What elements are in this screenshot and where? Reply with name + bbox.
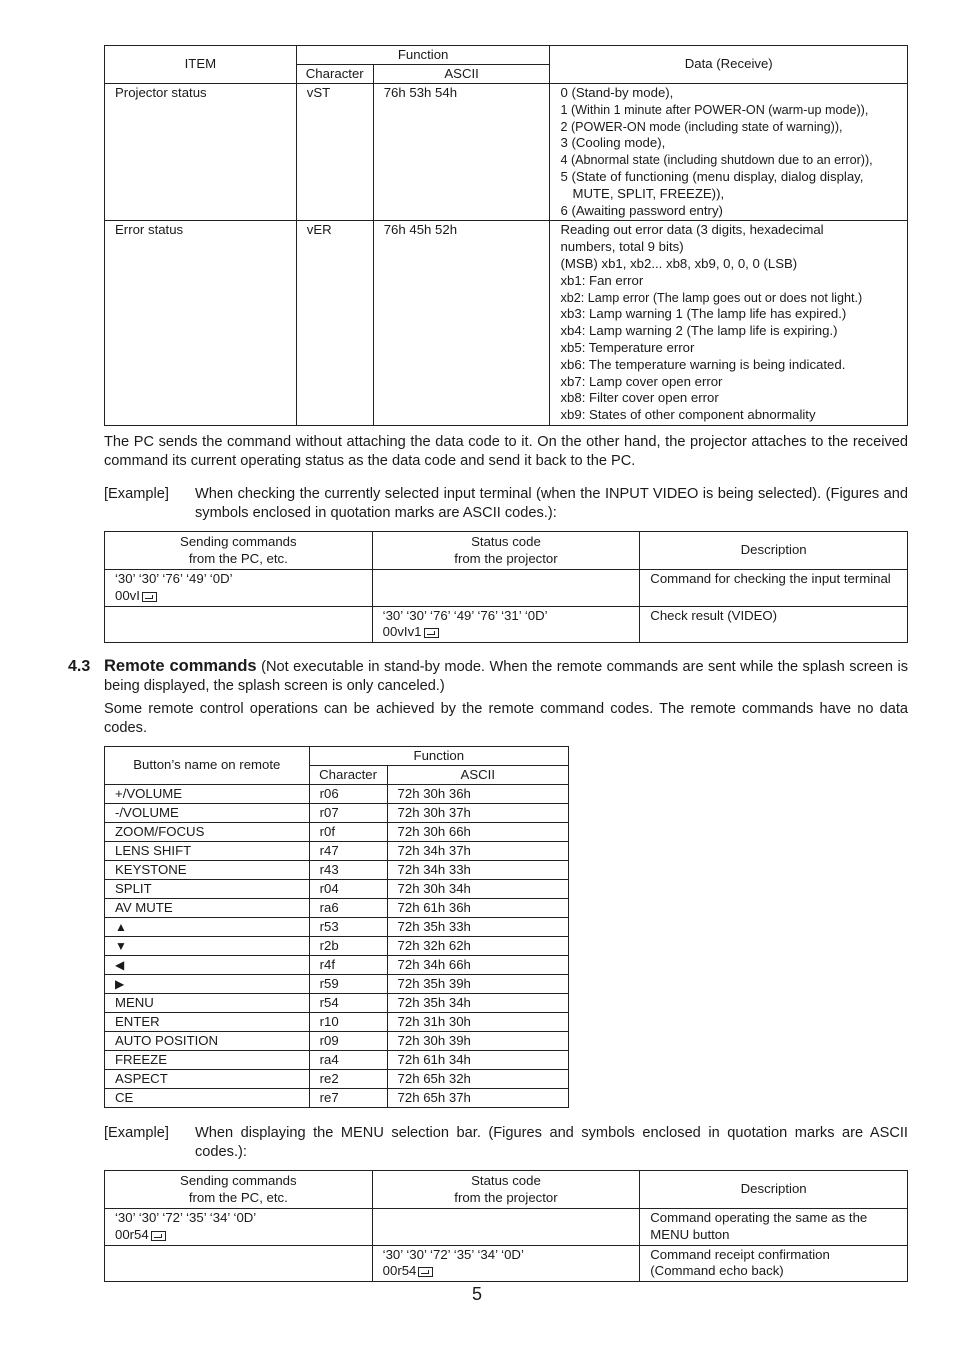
button-name-cell: AUTO POSITION xyxy=(105,1032,310,1051)
button-name-cell: ZOOM/FOCUS xyxy=(105,823,310,842)
button-name-cell: MENU xyxy=(105,994,310,1013)
header-line: from the PC, etc. xyxy=(188,550,288,566)
description-line: (Command echo back) xyxy=(650,1263,784,1279)
character-cell: r07 xyxy=(309,804,387,823)
ascii-cell: 72h 30h 34h xyxy=(387,880,568,899)
header-line: from the projector xyxy=(454,1189,558,1205)
table-row xyxy=(105,994,569,1013)
character-cell: r4f xyxy=(309,956,387,975)
command-text: 00r54 xyxy=(382,1263,417,1279)
header-function: Function xyxy=(296,46,550,65)
data-line: xb1: Fan error xyxy=(560,272,644,288)
ascii-cell: 72h 35h 33h xyxy=(387,918,568,937)
description-cell: Command for checking the input terminal xyxy=(640,570,908,607)
button-name-cell: LENS SHIFT xyxy=(105,842,310,861)
data-line: 4 (Abnormal state (including shutdown due to an error)), xyxy=(560,153,873,168)
status-cell xyxy=(372,570,640,607)
description-cell: Check result (VIDEO) xyxy=(640,606,908,643)
table-row xyxy=(105,570,908,607)
button-name-cell: ASPECT xyxy=(105,1070,310,1089)
ascii-cell: 72h 30h 36h xyxy=(387,785,568,804)
description-line: Command operating the same as the xyxy=(650,1210,868,1225)
command-text: 00r54 xyxy=(115,1226,149,1242)
header-line: Status code xyxy=(471,533,541,549)
data-line: xb6: The temperature warning is being indicated. xyxy=(560,356,846,372)
header-line: Status code xyxy=(471,1172,541,1188)
data-line: 3 (Cooling mode), xyxy=(560,135,666,151)
character-cell: r2b xyxy=(309,937,387,956)
description-cell xyxy=(640,1245,908,1282)
ascii-cell: 72h 61h 36h xyxy=(387,899,568,918)
ascii-cell: 72h 34h 33h xyxy=(387,861,568,880)
header-status-code xyxy=(372,532,640,570)
character-cell: r47 xyxy=(309,842,387,861)
status-cell xyxy=(372,606,640,643)
data-line: xb5: Temperature error xyxy=(560,339,695,355)
page-number: 5 xyxy=(471,1284,482,1304)
header-line: from the projector xyxy=(454,550,558,566)
header-button-name: Button’s name on remote xyxy=(105,747,310,785)
button-name-cell: -/VOLUME xyxy=(105,804,310,823)
character-cell: r43 xyxy=(309,861,387,880)
header-line: Sending commands xyxy=(180,1172,297,1188)
button-name-cell: CE xyxy=(105,1089,310,1108)
data-line: xb3: Lamp warning 1 (The lamp life has expired.) xyxy=(560,306,847,322)
table-row xyxy=(105,842,569,861)
ascii-cell: 76h 45h 52h xyxy=(373,221,550,426)
character-cell: r04 xyxy=(309,880,387,899)
character-cell: r09 xyxy=(309,1032,387,1051)
data-line: Reading out error data (3 digits, hexadecimal xyxy=(560,222,824,238)
header-line: Sending commands xyxy=(180,533,297,549)
character-cell: r06 xyxy=(309,785,387,804)
description-line: MENU button xyxy=(650,1226,730,1242)
table-row xyxy=(105,785,569,804)
status-cell xyxy=(372,1209,640,1246)
ascii-cell: 72h 65h 32h xyxy=(387,1070,568,1089)
data-line: 2 (POWER-ON mode (including state of warning)), xyxy=(560,119,843,134)
button-name-cell: ENTER xyxy=(105,1013,310,1032)
button-name-cell: ◀ xyxy=(105,956,310,975)
data-line: MUTE, SPLIT, FREEZE)), xyxy=(572,185,725,201)
ascii-cell: 72h 61h 34h xyxy=(387,1051,568,1070)
return-key-icon xyxy=(418,1267,433,1277)
ascii-cell: 72h 31h 30h xyxy=(387,1013,568,1032)
ascii-cell: 72h 34h 37h xyxy=(387,842,568,861)
status-cell xyxy=(372,1245,640,1282)
pc-command-paragraph: The PC sends the command without attaching the data code to it. On the other hand, the projector attaches to the received command its current operating status as the data code and send it back to the PC. xyxy=(104,434,908,469)
example-text: When checking the currently selected input terminal (when the INPUT VIDEO is being selected). (Figures and symbols enclosed in quotation marks are ASCII codes.): xyxy=(195,486,908,521)
data-line: (MSB) xb1, xb2... xb8, xb9, 0, 0, 0 (LSB) xyxy=(560,255,798,271)
header-function: Function xyxy=(309,747,568,766)
data-cell xyxy=(550,221,908,426)
button-name-cell: SPLIT xyxy=(105,880,310,899)
example-input-table xyxy=(104,531,908,643)
example-text: When displaying the MENU selection bar. (Figures and symbols enclosed in quotation marks are ASCII codes.): xyxy=(195,1125,908,1160)
return-key-icon xyxy=(424,628,439,638)
sending-command xyxy=(115,588,362,605)
table-row xyxy=(105,861,569,880)
section-note: (Not executable in stand-by mode. When the remote commands are sent while the splash screen is being displayed, the splash screen is only canceled.) xyxy=(104,659,908,694)
data-line: 6 (Awaiting password entry) xyxy=(560,202,723,218)
character-cell: r10 xyxy=(309,1013,387,1032)
sending-cell xyxy=(105,606,373,643)
table-row xyxy=(105,975,569,994)
button-name-cell: AV MUTE xyxy=(105,899,310,918)
section-heading xyxy=(104,657,908,696)
data-line: 1 (Within 1 minute after POWER-ON (warm-up mode)), xyxy=(560,102,869,117)
header-sending-commands xyxy=(105,1171,373,1209)
ascii-cell: 72h 34h 66h xyxy=(387,956,568,975)
table-row xyxy=(105,1070,569,1089)
ascii-cell: 76h 53h 54h xyxy=(373,84,550,221)
ascii-cell: 72h 35h 34h xyxy=(387,994,568,1013)
table-row xyxy=(105,804,569,823)
remote-commands-table xyxy=(104,746,569,1108)
character-cell: r53 xyxy=(309,918,387,937)
table-row xyxy=(105,84,908,221)
data-line: 5 (State of functioning (menu display, dialog display, xyxy=(560,168,864,184)
data-line: xb7: Lamp cover open error xyxy=(560,373,723,389)
header-character: Character xyxy=(309,766,387,785)
character-cell: vER xyxy=(296,221,373,426)
button-name-cell: FREEZE xyxy=(105,1051,310,1070)
command-text: 00vI xyxy=(115,587,140,603)
item-cell: Projector status xyxy=(105,84,297,221)
ascii-cell: 72h 35h 39h xyxy=(387,975,568,994)
table-row xyxy=(105,937,569,956)
data-line: xb2: Lamp error (The lamp goes out or does not light.) xyxy=(560,290,863,305)
table-row xyxy=(105,823,569,842)
character-cell: r54 xyxy=(309,994,387,1013)
header-description: Description xyxy=(640,532,908,570)
ascii-cell: 72h 30h 39h xyxy=(387,1032,568,1051)
character-cell: r0f xyxy=(309,823,387,842)
table-row xyxy=(105,880,569,899)
section-title: Remote commands xyxy=(104,657,257,675)
status-command xyxy=(383,1263,630,1280)
example-label: [Example] xyxy=(104,486,169,502)
sending-cell xyxy=(105,1245,373,1282)
button-name-cell: +/VOLUME xyxy=(105,785,310,804)
button-name-cell: KEYSTONE xyxy=(105,861,310,880)
return-key-icon xyxy=(151,1231,166,1241)
character-cell: ra4 xyxy=(309,1051,387,1070)
ascii-cell: 72h 30h 37h xyxy=(387,804,568,823)
header-data-receive: Data (Receive) xyxy=(550,46,908,84)
description-line: Command receipt confirmation xyxy=(650,1246,830,1262)
character-cell: re2 xyxy=(309,1070,387,1089)
sending-cell xyxy=(105,1209,373,1246)
description-cell xyxy=(640,1209,908,1246)
data-line: numbers, total 9 bits) xyxy=(560,239,684,255)
table-row xyxy=(105,1245,908,1282)
data-line: xb9: States of other component abnormality xyxy=(560,407,816,423)
section-number: 4.3 xyxy=(68,658,91,675)
ascii-cell: 72h 30h 66h xyxy=(387,823,568,842)
data-line: xb4: Lamp warning 2 (The lamp life is expiring.) xyxy=(560,323,838,339)
table-row xyxy=(105,1013,569,1032)
table-row xyxy=(105,221,908,426)
header-sending-commands xyxy=(105,532,373,570)
button-name-cell: ▼ xyxy=(105,937,310,956)
header-ascii: ASCII xyxy=(387,766,568,785)
status-codes: ‘30’ ‘30’ ‘76’ ‘49’ ‘76’ ‘31’ ‘0D’ xyxy=(382,607,548,623)
data-line: 0 (Stand-by mode), xyxy=(560,85,674,100)
ascii-cell: 72h 32h 62h xyxy=(387,937,568,956)
character-cell: vST xyxy=(296,84,373,221)
table-row xyxy=(105,606,908,643)
remote-commands-paragraph: Some remote control operations can be achieved by the remote command codes. The remote commands have no data codes. xyxy=(104,701,908,736)
example-menu-table xyxy=(104,1170,908,1282)
table-row xyxy=(105,1089,569,1108)
table-row xyxy=(105,1051,569,1070)
table-row xyxy=(105,1032,569,1051)
table-row xyxy=(105,899,569,918)
button-name-cell: ▲ xyxy=(105,918,310,937)
header-item: ITEM xyxy=(105,46,297,84)
header-ascii: ASCII xyxy=(373,65,550,84)
sending-cell xyxy=(105,570,373,607)
item-cell: Error status xyxy=(105,221,297,426)
status-codes: ‘30’ ‘30’ ‘72’ ‘35’ ‘34’ ‘0D’ xyxy=(382,1246,524,1262)
sending-codes: ‘30’ ‘30’ ‘76’ ‘49’ ‘0D’ xyxy=(115,571,233,586)
command-text: 00vIv1 xyxy=(382,624,422,640)
table-row xyxy=(105,1209,908,1246)
status-command xyxy=(383,624,630,641)
header-description: Description xyxy=(640,1171,908,1209)
status-command-table xyxy=(104,45,908,426)
data-line: xb8: Filter cover open error xyxy=(560,390,719,406)
header-status-code xyxy=(372,1171,640,1209)
character-cell: r59 xyxy=(309,975,387,994)
example-label: [Example] xyxy=(104,1125,169,1141)
header-character: Character xyxy=(296,65,373,84)
character-cell: re7 xyxy=(309,1089,387,1108)
table-row xyxy=(105,918,569,937)
table-row xyxy=(105,956,569,975)
character-cell: ra6 xyxy=(309,899,387,918)
ascii-cell: 72h 65h 37h xyxy=(387,1089,568,1108)
header-line: from the PC, etc. xyxy=(188,1189,288,1205)
button-name-cell: ▶ xyxy=(105,975,310,994)
sending-codes: ‘30’ ‘30’ ‘72’ ‘35’ ‘34’ ‘0D’ xyxy=(115,1210,257,1225)
data-cell xyxy=(550,84,908,221)
sending-command xyxy=(115,1227,362,1244)
return-key-icon xyxy=(142,592,157,602)
